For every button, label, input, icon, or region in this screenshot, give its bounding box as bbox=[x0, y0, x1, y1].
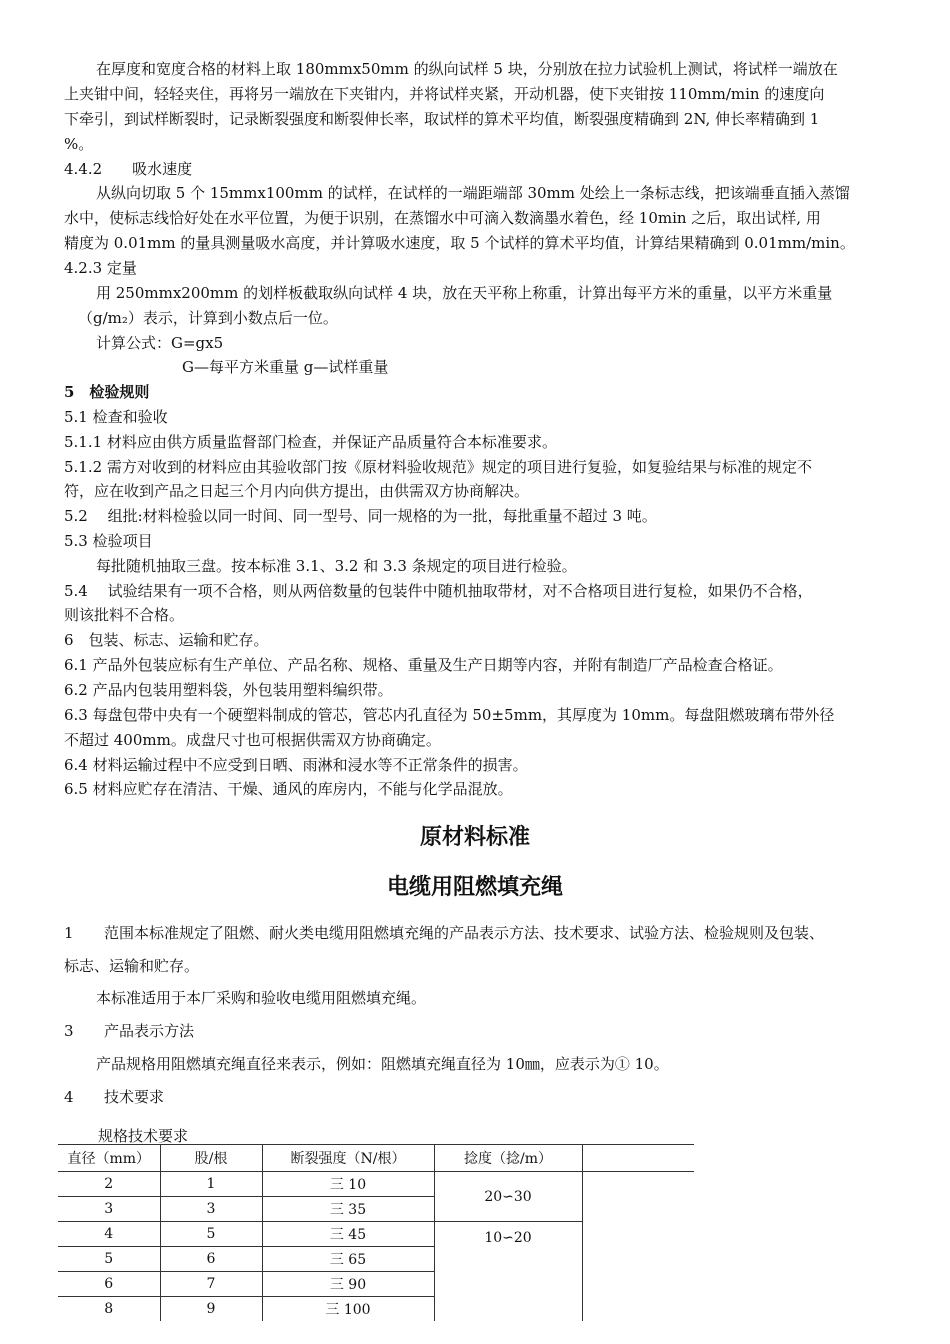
paragraph-line: 产品规格用阻燃填充绳直径来表示，例如：阻燃填充绳直径为 10㎜，应表示为① 10。 bbox=[96, 1055, 669, 1073]
table-row bbox=[58, 1172, 694, 1197]
section-line bbox=[64, 1022, 194, 1040]
table-caption: 规格技术要求 bbox=[98, 1127, 189, 1145]
clause-line: 5.1.2 需方对收到的材料应由其验收部门按《原材料验收规范》规定的项目进行复验，如复验结果与标准的规定不 bbox=[64, 458, 812, 476]
table-cell-empty bbox=[582, 1172, 694, 1322]
clause-line: 5.1 检查和验收 bbox=[64, 408, 168, 426]
clause-line: 5.1.1 材料应由供方质量监督部门检查，并保证产品质量符合本标准要求。 bbox=[64, 433, 557, 451]
paragraph-line: 本标准适用于本厂采购和验收电缆用阻燃填充绳。 bbox=[96, 989, 427, 1007]
document-subtitle: 电缆用阻燃填充绳 bbox=[386, 875, 563, 900]
table-cell: 1 bbox=[160, 1172, 262, 1197]
formula-description: G—每平方米重量 g—试样重量 bbox=[182, 358, 389, 376]
table-cell: 5 bbox=[160, 1222, 262, 1247]
table-cell: 三 65 bbox=[262, 1247, 434, 1272]
paragraph-line: （g/m₂）表示，计算到小数点后一位。 bbox=[78, 309, 338, 327]
clause-line: 5.4 试验结果有一项不合格，则从两倍数量的包装件中随机抽取带材，对不合格项目进行复检，如果仍不合格， bbox=[64, 582, 813, 600]
table-header: 股/根 bbox=[160, 1145, 262, 1172]
table-cell: 8 bbox=[58, 1297, 160, 1322]
table-cell: 5 bbox=[58, 1247, 160, 1272]
table-cell: 三 10 bbox=[262, 1172, 434, 1197]
clause-line: 6.5 材料应贮存在清洁、干燥、通风的库房内，不能与化学品混放。 bbox=[64, 780, 513, 798]
table-cell: 7 bbox=[160, 1272, 262, 1297]
table-header bbox=[582, 1145, 694, 1172]
table-cell: 三 35 bbox=[262, 1197, 434, 1222]
clause-line: 不超过 400mm。成盘尺寸也可根据供需双方协商确定。 bbox=[64, 731, 441, 749]
table-cell: 3 bbox=[160, 1197, 262, 1222]
section-number: 4 bbox=[64, 1088, 74, 1106]
paragraph-line: 精度为 0.01mm 的量具测量吸水高度，并计算吸水速度，取 5 个试样的算术平均值，计算结果精确到 0.01mm/min。 bbox=[64, 234, 855, 252]
table-header: 捻度（捻/m） bbox=[434, 1145, 582, 1172]
table-cell: 三 100 bbox=[262, 1297, 434, 1322]
section-number: 1 bbox=[64, 924, 74, 942]
section-heading: 4.2.3 定量 bbox=[64, 259, 137, 277]
table-header: 直径（mm） bbox=[58, 1145, 160, 1172]
table-header-row bbox=[58, 1145, 694, 1172]
clause-line: 5.2 组批:材料检验以同一时间、同一型号、同一规格的为一批，每批重量不超过 3 吨。 bbox=[64, 507, 657, 525]
section-heading: 5 检验规则 bbox=[64, 383, 150, 401]
table-cell-twist: 10∽20 bbox=[434, 1222, 582, 1322]
table-cell: 4 bbox=[58, 1222, 160, 1247]
clause-line: 6.3 每盘包带中央有一个硬塑料制成的管芯，管芯内孔直径为 50±5mm，其厚度为 10mm。每盘阻燃玻璃布带外径 bbox=[64, 706, 835, 724]
clause-line: 每批随机抽取三盘。按本标准 3.1、3.2 和 3.3 条规定的项目进行检验。 bbox=[96, 557, 577, 575]
section-text: 技术要求 bbox=[104, 1088, 165, 1106]
section-text: 范围本标准规定了阻燃、耐火类电缆用阻燃填充绳的产品表示方法、技术要求、试验方法、检验规则及包装、 bbox=[104, 924, 825, 942]
table-cell: 三 45 bbox=[262, 1222, 434, 1247]
section-number: 3 bbox=[64, 1022, 74, 1040]
paragraph-line: 在厚度和宽度合格的材料上取 180mmx50mm 的纵向试样 5 块，分别放在拉力试验机上测试，将试样一端放在 bbox=[96, 60, 838, 78]
table-cell-twist: 20∽30 bbox=[434, 1172, 582, 1222]
paragraph-line: 水中，使标志线恰好处在水平位置，为便于识别，在蒸馏水中可滴入数滴墨水着色，经 10min 之后，取出试样, 用 bbox=[64, 209, 821, 227]
table-cell: 三 90 bbox=[262, 1272, 434, 1297]
clause-line: 6.4 材料运输过程中不应受到日晒、雨淋和浸水等不正常条件的损害。 bbox=[64, 756, 528, 774]
clause-line: 符，应在收到产品之日起三个月内向供方提出，由供需双方协商解决。 bbox=[64, 482, 530, 500]
section-line bbox=[64, 1088, 164, 1106]
clause-line: 则该批料不合格。 bbox=[64, 606, 185, 624]
clause-line: 5.3 检验项目 bbox=[64, 532, 153, 550]
table-cell: 3 bbox=[58, 1197, 160, 1222]
table-cell: 2 bbox=[58, 1172, 160, 1197]
paragraph-line: %。 bbox=[64, 135, 94, 153]
paragraph-line: 上夹钳中间，轻轻夹住，再将另一端放在下夹钳内，并将试样夹紧，开动机器，使下夹钳按 110mm/min 的速度向 bbox=[64, 85, 825, 103]
spec-table bbox=[58, 1144, 694, 1321]
formula-line: 计算公式：G=gx5 bbox=[96, 334, 224, 352]
paragraph-line: 标志、运输和贮存。 bbox=[64, 957, 200, 975]
clause-line: 6 包装、标志、运输和贮存。 bbox=[64, 631, 269, 649]
section-heading: 4.4.2 吸水速度 bbox=[64, 160, 193, 178]
section-line bbox=[64, 924, 824, 942]
table-cell: 6 bbox=[58, 1272, 160, 1297]
table-header: 断裂强度（N/根） bbox=[262, 1145, 434, 1172]
clause-line: 6.1 产品外包装应标有生产单位、产品名称、规格、重量及生产日期等内容，并附有制造厂产品检查合格证。 bbox=[64, 656, 783, 674]
paragraph-line: 从纵向切取 5 个 15mmx100mm 的试样，在试样的一端距端部 30mm 处绘上一条标志线，把该端垂直插入蒸馏 bbox=[96, 184, 850, 202]
document-title: 原材料标准 bbox=[419, 825, 530, 850]
paragraph-line: 用 250mmx200mm 的划样板截取纵向试样 4 块，放在天平称上称重，计算出每平方米的重量，以平方米重量 bbox=[96, 284, 833, 302]
table-cell: 9 bbox=[160, 1297, 262, 1322]
paragraph-line: 下牵引，到试样断裂时，记录断裂强度和断裂伸长率，取试样的算术平均值，断裂强度精确到 2N, 伸长率精确到 1 bbox=[64, 110, 820, 128]
section-text: 产品表示方法 bbox=[104, 1022, 195, 1040]
clause-line: 6.2 产品内包装用塑料袋，外包装用塑料编织带。 bbox=[64, 681, 393, 699]
table-cell: 6 bbox=[160, 1247, 262, 1272]
